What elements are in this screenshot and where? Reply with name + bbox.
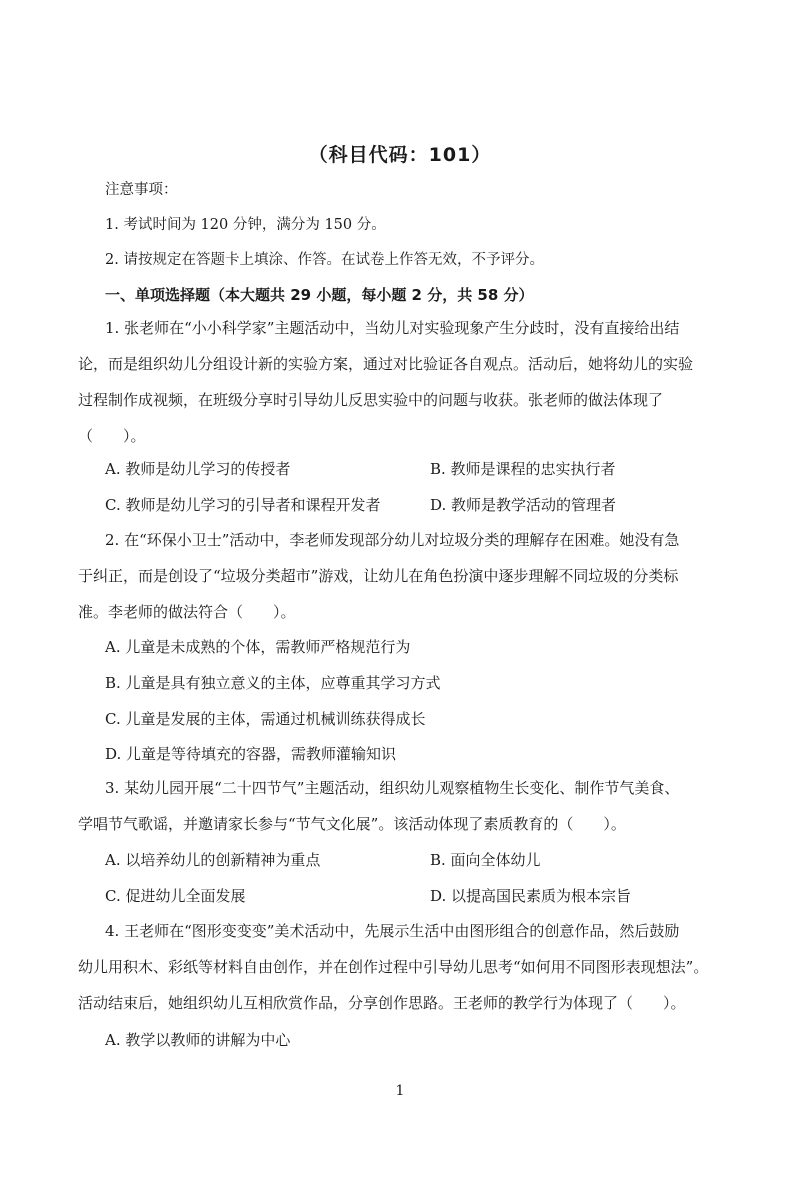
question-3-line: 学唱节气歌谣，并邀请家长参与“节气文化展”。该活动体现了素质教育的（ ）。 xyxy=(78,815,626,833)
question-1 xyxy=(78,317,714,461)
q1-option-a: A. 教师是幼儿学习的传授者 xyxy=(105,460,291,478)
question-3 xyxy=(78,777,714,849)
question-2-line: 2. 在“环保小卫士”活动中，李老师发现部分幼儿对垃圾分类的理解存在困难。她没有急 xyxy=(105,531,680,549)
question-2-line: 准。李老师的做法符合（ ）。 xyxy=(78,603,296,621)
q2-option-a: A. 儿童是未成熟的个体，需教师严格规范行为 xyxy=(105,638,411,656)
subject-code-title: （科目代码：101） xyxy=(308,144,492,166)
question-1-line: （ ）。 xyxy=(78,427,146,445)
q1-option-b: B. 教师是课程的忠实执行者 xyxy=(430,460,616,478)
notice-heading: 注意事项： xyxy=(105,182,178,198)
question-4-line: 活动结束后，她组织幼儿互相欣赏作品，分享创作思路。王老师的教学行为体现了（ ）。 xyxy=(78,994,686,1012)
q3-option-c: C. 促进幼儿全面发展 xyxy=(105,887,246,905)
question-2 xyxy=(78,529,714,637)
question-1-line: 过程制作成视频，在班级分享时引导幼儿反思实验中的问题与收获。张老师的做法体现了 xyxy=(78,391,664,409)
q2-option-d: D. 儿童是等待填充的容器，需教师灌输知识 xyxy=(105,745,397,763)
question-3-line: 3. 某幼儿园开展“二十四节气”主题活动，组织幼儿观察植物生长变化、制作节气美食、 xyxy=(105,779,680,797)
q3-option-a: A. 以培养幼儿的创新精神为重点 xyxy=(105,851,321,869)
q3-option-d: D. 以提高国民素质为根本宗旨 xyxy=(430,887,632,905)
question-4-line: 幼儿用积木、彩纸等材料自由创作，并在创作过程中引导幼儿思考“如何用不同图形表现想法”。 xyxy=(78,958,709,976)
notice-item-1: 1. 考试时间为 120 分钟，满分为 150 分。 xyxy=(105,217,386,233)
q1-option-c: C. 教师是幼儿学习的引导者和课程开发者 xyxy=(105,496,381,514)
q2-option-b: B. 儿童是具有独立意义的主体，应尊重其学习方式 xyxy=(105,674,441,692)
question-1-line: 1. 张老师在“小小科学家”主题活动中，当幼儿对实验现象产生分歧时，没有直接给出结 xyxy=(105,319,680,337)
q1-option-d: D. 教师是教学活动的管理者 xyxy=(430,496,617,514)
page-number: 1 xyxy=(395,1083,405,1099)
section-heading: 一、单项选择题（本大题共 29 小题，每小题 2 分，共 58 分） xyxy=(105,286,534,304)
q2-option-c: C. 儿童是发展的主体，需通过机械训练获得成长 xyxy=(105,710,426,728)
q4-option-a: A. 教学以教师的讲解为中心 xyxy=(105,1031,291,1049)
question-4 xyxy=(78,920,714,1028)
question-1-line: 论，而是组织幼儿分组设计新的实验方案，通过对比验证各自观点。活动后，她将幼儿的实验 xyxy=(78,355,694,373)
q3-option-b: B. 面向全体幼儿 xyxy=(430,851,541,869)
question-2-line: 于纠正，而是创设了“垃圾分类超市”游戏，让幼儿在角色扮演中逐步理解不同垃圾的分类标 xyxy=(78,567,679,585)
question-4-line: 4. 王老师在“图形变变变”美术活动中，先展示生活中由图形组合的创意作品，然后鼓励 xyxy=(105,922,680,940)
notice-item-2: 2. 请按规定在答题卡上填涂、作答。在试卷上作答无效，不予评分。 xyxy=(105,252,544,268)
